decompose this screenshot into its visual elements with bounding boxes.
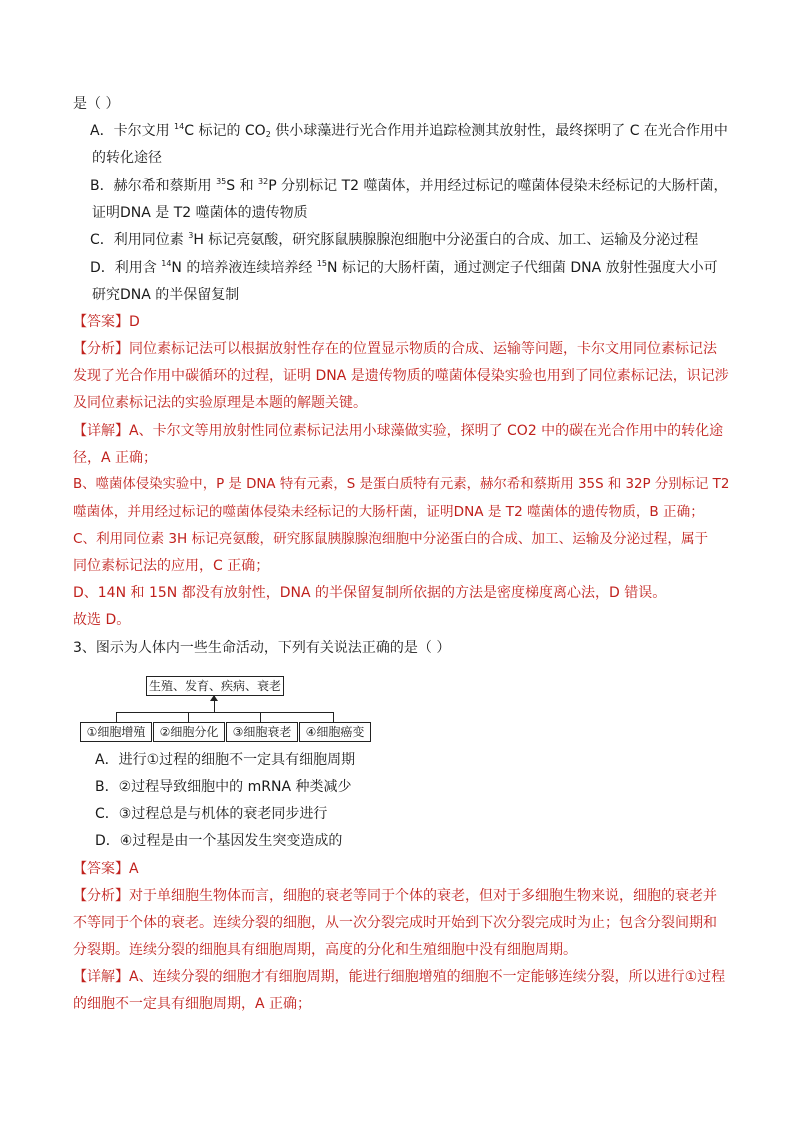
diagram-branch-1 xyxy=(116,712,117,722)
q2-detail: 【详解】A、卡尔文等用放射性同位素标记法用小球藻做实验，探明了 CO2 中的碳在光合作用中的转化途 xyxy=(73,423,724,439)
q2-choice: 故选 D。 xyxy=(73,612,131,628)
q2-analysis-line2: 发现了光合作用中碳循环的过程，证明 DNA 是遗传物质的噬菌体侵染实验也用到了同位素标记法，识记涉 xyxy=(73,368,729,384)
q3-option-c: C．③过程总是与机体的衰老同步进行 xyxy=(95,806,328,822)
q3-option-b: B．②过程导致细胞中的 mRNA 种类减少 xyxy=(95,779,352,795)
q3-option-d: D．④过程是由一个基因发生突变造成的 xyxy=(95,833,343,849)
q3-detail: 【详解】A、连续分裂的细胞才有细胞周期，能进行细胞增殖的细胞不一定能够连续分裂，所以进行①过程 xyxy=(73,969,726,985)
q2-detail-line3: B、噬菌体侵染实验中，P 是 DNA 特有元素，S 是蛋白质特有元素，赫尔希和蔡斯用 35S 和 32P 分别标记 T2 xyxy=(73,477,730,492)
diagram-box-aging: ③细胞衰老 xyxy=(226,722,298,742)
q2-option-d-cont: 研究DNA 的半保留复制 xyxy=(92,287,240,303)
diagram-box-differentiation: ②细胞分化 xyxy=(153,722,225,742)
diagram-box-proliferation: ①细胞增殖 xyxy=(80,722,152,742)
diagram-branch-2 xyxy=(188,712,189,722)
q2-detail-line6: 同位素标记法的应用，C 正确； xyxy=(73,558,270,574)
q3-analysis-line3: 分裂期。连续分裂的细胞具有细胞周期，高度的分化和生殖细胞中没有细胞周期。 xyxy=(73,942,577,958)
diagram-branch-4 xyxy=(333,712,334,722)
diagram-branch-3 xyxy=(260,712,261,722)
q2-detail-line5: C、利用同位素 3H 标记亮氨酸，研究豚鼠胰腺腺泡细胞中分泌蛋白的合成、加工、运输及分泌过程，属于 xyxy=(73,531,709,547)
q2-detail-line7: D、14N 和 15N 都没有放射性，DNA 的半保留复制所依据的方法是密度梯度离心法，D 错误。 xyxy=(73,585,667,601)
q2-detail-line2: 径，A 正确； xyxy=(73,450,158,466)
diagram-arrowhead-icon xyxy=(210,695,218,701)
diagram-box-canceration: ④细胞癌变 xyxy=(299,722,371,742)
q3-answer: 【答案】A xyxy=(73,861,139,877)
q2-analysis-line3: 及同位素标记法的实验原理是本题的解题关键。 xyxy=(73,395,367,411)
q2-analysis: 【分析】同位素标记法可以根据放射性存在的位置显示物质的合成、运输等问题，卡尔文用同位素标记法 xyxy=(73,341,717,357)
diagram-top-box: 生殖、发育、疾病、衰老 xyxy=(146,676,284,696)
q2-option-a: A．卡尔文用 $^{14}$C 标记的 $CO_2$ 供小球藻进行光合作用并追踪检测其放射性，最终探明了 C 在光合作用中 xyxy=(90,122,728,139)
diagram-branch-line xyxy=(116,712,334,713)
q2-option-d: D．利用含 $^{14}$N 的培养液连续培养经 $^{15}$N 标记的大肠杆菌，通过测定子代细菌 DNA 放射性强度大小可 xyxy=(90,259,718,276)
q2-answer: 【答案】D xyxy=(73,314,140,330)
q3-stem: 3、图示为人体内一些生命活动，下列有关说法正确的是（ ） xyxy=(73,640,451,656)
q3-option-a: A．进行①过程的细胞不一定具有细胞周期 xyxy=(95,752,356,768)
q3-detail-line2: 的细胞不一定具有细胞周期，A 正确； xyxy=(73,996,312,1012)
q2-option-a-cont: 的转化途径 xyxy=(92,150,162,166)
q2-option-c: C．利用同位素 $^3$H 标记亮氨酸，研究豚鼠胰腺腺泡细胞中分泌蛋白的合成、加工、运输及分泌过程 xyxy=(90,231,699,248)
life-activities-diagram xyxy=(80,676,370,744)
q3-analysis: 【分析】对于单细胞生物体而言，细胞的衰老等同于个体的衰老，但对于多细胞生物来说，细胞的衰老并 xyxy=(73,888,717,904)
q3-analysis-line2: 不等同于个体的衰老。连续分裂的细胞，从一次分裂完成时开始到下次分裂完成时为止；包含分裂间期和 xyxy=(73,915,717,931)
q2-option-b-cont: 证明DNA 是 T2 噬菌体的遗传物质 xyxy=(92,205,308,221)
q2-detail-line4: 噬菌体，并用经过标记的噬菌体侵染未经标记的大肠杆菌，证明DNA 是 T2 噬菌体的遗传物质，B 正确； xyxy=(73,504,704,520)
q2-option-b: B．赫尔希和蔡斯用 $^{35}$S 和 $^{32}$P 分别标记 T2 噬菌体，并用经过标记的噬菌体侵染未经标记的大肠杆菌， xyxy=(90,177,728,194)
q2-stem-end: 是（ ） xyxy=(73,96,120,112)
